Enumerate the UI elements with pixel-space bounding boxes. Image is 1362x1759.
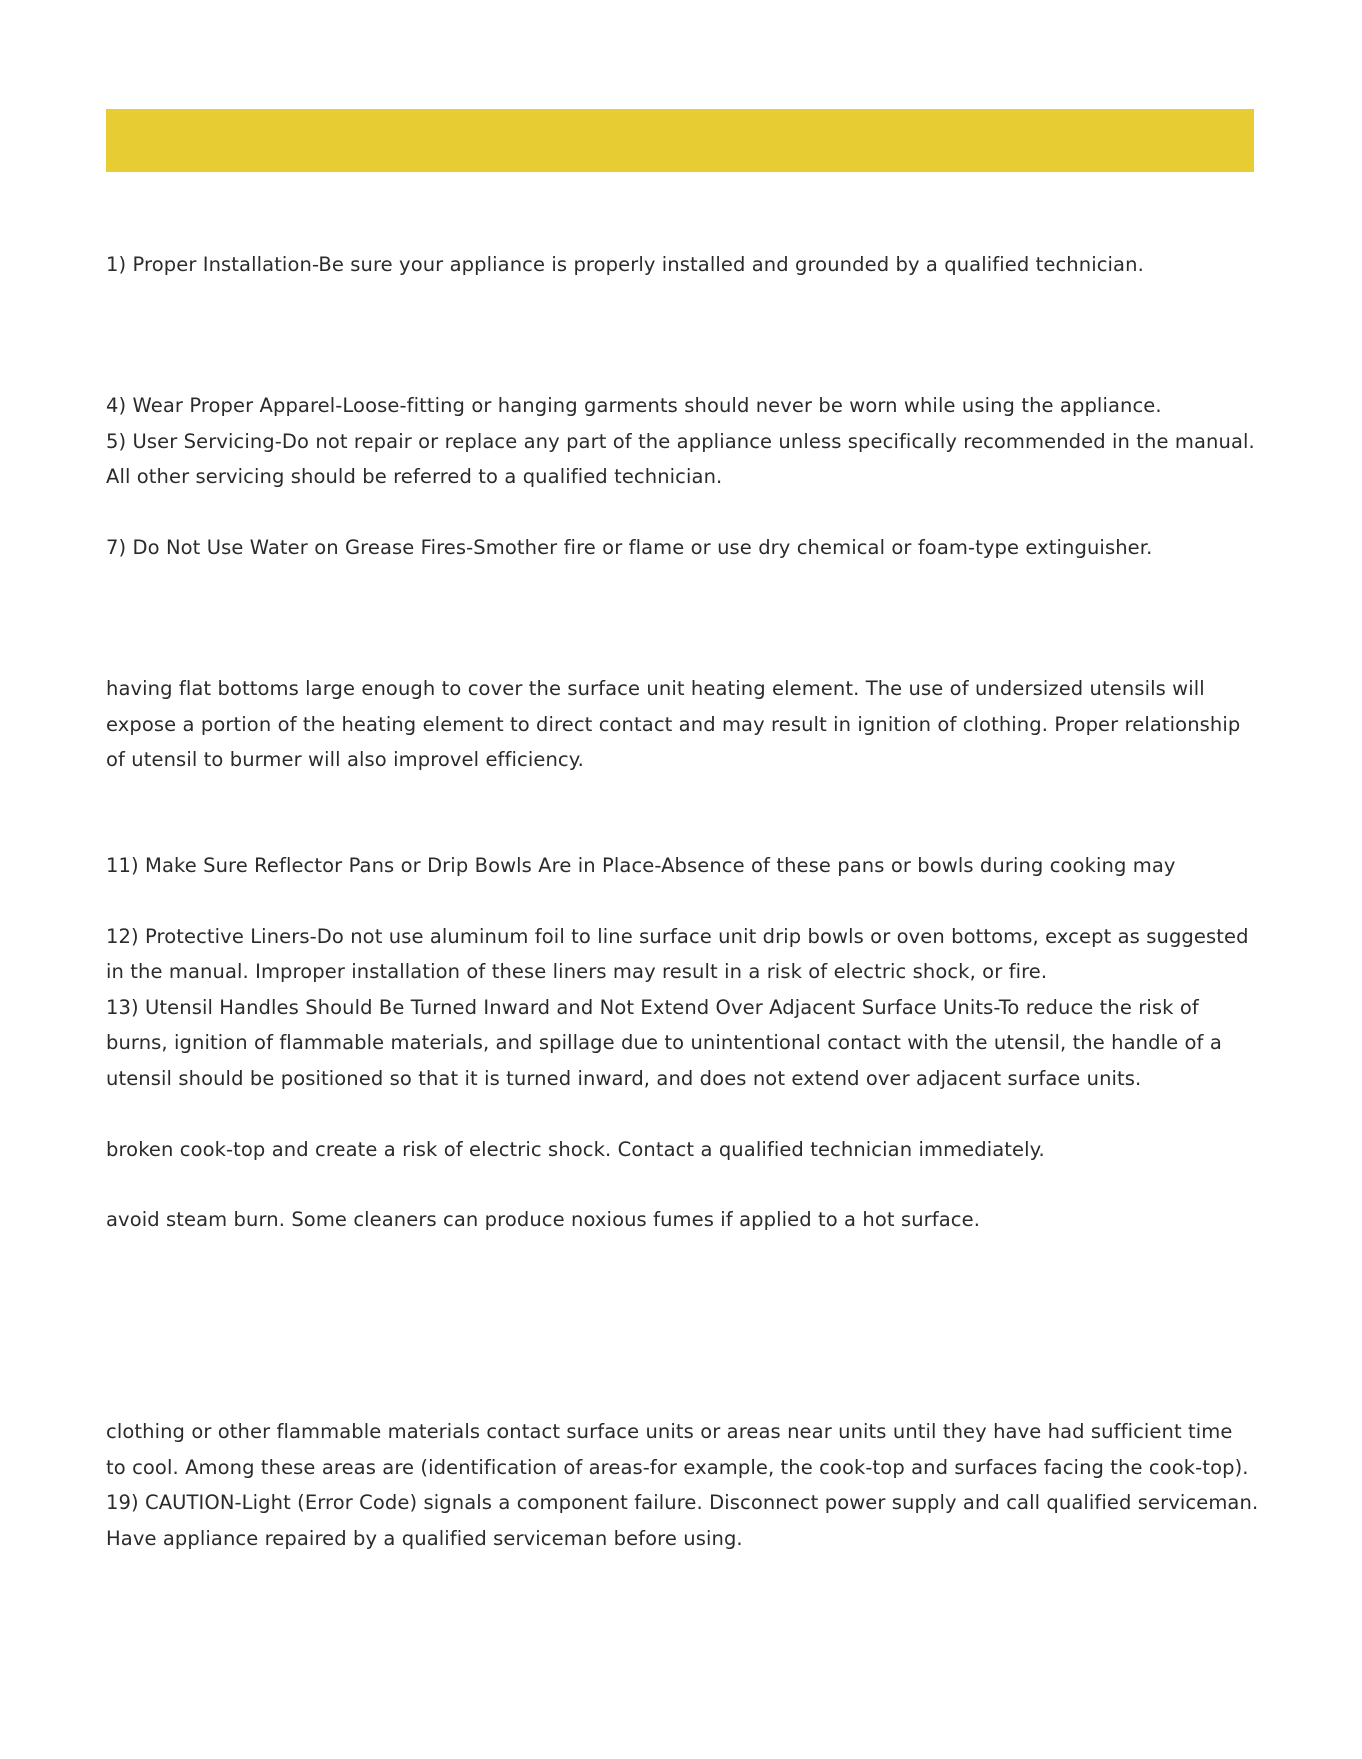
instruction-line: 19) CAUTION-Light (Error Code) signals a component failure. Disconnect power supply and call qualified serviceman. [106,1491,1259,1514]
instruction-line: to cool. Among these areas are (identification of areas-for example, the cook-top and surfaces facing the cook-top). [106,1456,1249,1479]
instruction-line: 4) Wear Proper Apparel-Loose-fitting or hanging garments should never be worn while using the appliance. [106,394,1162,417]
instruction-line: Have appliance repaired by a qualified serviceman before using. [106,1527,743,1550]
instruction-line: 13) Utensil Handles Should Be Turned Inward and Not Extend Over Adjacent Surface Units-To reduce the risk of [106,996,1199,1019]
instruction-line: 5) User Servicing-Do not repair or replace any part of the appliance unless specifically recommended in the manual. [106,430,1255,453]
instruction-line: in the manual. Improper installation of these liners may result in a risk of electric shock, or fire. [106,960,1048,983]
instruction-line: All other servicing should be referred to a qualified technician. [106,465,723,488]
instruction-line: utensil should be positioned so that it is turned inward, and does not extend over adjacent surface units. [106,1067,1142,1090]
instruction-line: 1) Proper Installation-Be sure your appliance is properly installed and grounded by a qualified technician. [106,253,1144,276]
instruction-line: having flat bottoms large enough to cover the surface unit heating element. The use of undersized utensils will [106,677,1205,700]
instruction-line: of utensil to burmer will also improvel efficiency. [106,748,584,771]
instruction-line: 7) Do Not Use Water on Grease Fires-Smother fire or flame or use dry chemical or foam-type extinguisher. [106,536,1153,559]
instruction-line: expose a portion of the heating element to direct contact and may result in ignition of clothing. Proper relationship [106,713,1241,736]
instruction-line: avoid steam burn. Some cleaners can produce noxious fumes if applied to a hot surface. [106,1208,981,1231]
instruction-line: broken cook-top and create a risk of electric shock. Contact a qualified technician immediately. [106,1138,1045,1161]
section-header-banner [106,109,1254,172]
instruction-line: burns, ignition of flammable materials, and spillage due to unintentional contact with the utensil, the handle of a [106,1031,1222,1054]
instruction-line: 12) Protective Liners-Do not use aluminum foil to line surface unit drip bowls or oven bottoms, except as suggested [106,925,1249,948]
instruction-line: 11) Make Sure Reflector Pans or Drip Bowls Are in Place-Absence of these pans or bowls during cooking may [106,854,1176,877]
instruction-line: clothing or other flammable materials contact surface units or areas near units until they have had sufficient time [106,1420,1233,1443]
